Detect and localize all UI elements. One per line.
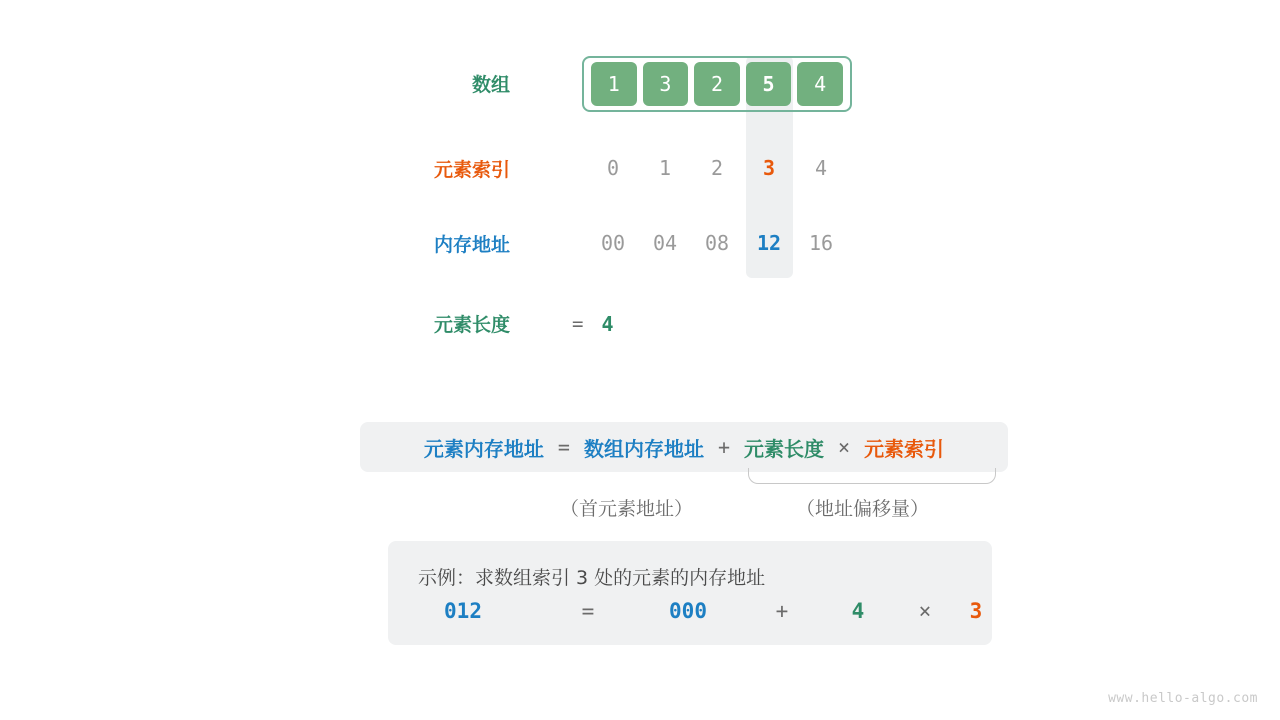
array-container <box>582 56 852 112</box>
example-panel <box>388 541 992 645</box>
length-value: 4 <box>601 311 614 336</box>
index-value: 4 <box>814 156 828 180</box>
array-row <box>390 70 510 97</box>
address-values <box>587 231 847 255</box>
array-cell: 1 <box>591 62 637 106</box>
formula-times: × <box>838 435 851 459</box>
length-label: 元素长度 <box>433 314 510 336</box>
address-value: 04 <box>652 231 678 255</box>
address-value: 16 <box>808 231 834 255</box>
formula-equals: = <box>557 435 570 459</box>
index-row <box>390 155 510 182</box>
formula-result-term: 元素内存地址 <box>423 436 544 461</box>
example-index: 3 <box>969 599 983 623</box>
example-base: 000 <box>669 599 707 623</box>
address-row <box>390 230 510 257</box>
array-cell: 4 <box>797 62 843 106</box>
formula-plus: + <box>717 435 731 459</box>
array-cell-selected: 5 <box>746 62 792 106</box>
address-value: 00 <box>600 231 626 255</box>
offset-brace <box>748 468 996 484</box>
index-values <box>587 156 847 180</box>
example-equals: = <box>581 599 595 623</box>
formula-base-term: 数组内存地址 <box>583 436 704 461</box>
caption-offset: （地址偏移量） <box>796 498 930 520</box>
index-value-selected: 3 <box>762 156 776 180</box>
array-label: 数组 <box>471 74 510 96</box>
formula-length-term: 元素长度 <box>744 436 825 461</box>
formula-index-term: 元素索引 <box>864 436 945 461</box>
example-title: 示例：求数组索引 3 处的元素的内存地址 <box>418 567 766 589</box>
example-times: × <box>918 599 932 623</box>
example-equation <box>388 599 992 623</box>
index-label: 元素索引 <box>433 159 510 181</box>
length-equals: = <box>572 312 584 335</box>
watermark: www.hello-algo.com <box>1108 691 1258 706</box>
example-length: 4 <box>851 599 865 623</box>
index-value: 0 <box>606 156 620 180</box>
index-value: 1 <box>658 156 672 180</box>
index-value: 2 <box>710 156 724 180</box>
address-value-selected: 12 <box>756 231 782 255</box>
address-label: 内存地址 <box>433 234 510 256</box>
formula-panel <box>360 422 1008 472</box>
array-cell: 3 <box>643 62 689 106</box>
example-plus: + <box>775 599 789 623</box>
caption-first-address: （首元素地址） <box>560 498 694 520</box>
example-result: 012 <box>444 599 482 623</box>
length-row <box>390 310 614 337</box>
array-cell: 2 <box>694 62 740 106</box>
address-value: 08 <box>704 231 730 255</box>
